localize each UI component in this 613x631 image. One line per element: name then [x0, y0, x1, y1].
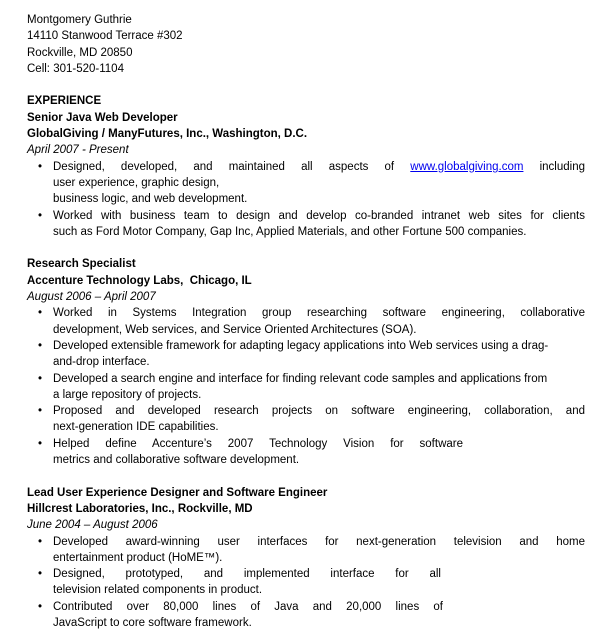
bullet-item	[27, 338, 585, 371]
bullet-line: development, Web services, and Service Oriented Architectures (SOA).	[53, 323, 417, 336]
bullet-text	[53, 566, 585, 599]
bullet-text	[53, 403, 585, 436]
bullet-line: a large repository of projects.	[53, 388, 202, 401]
bullet-line: such as Ford Motor Company, Gap Inc, Applied Materials, and other Fortune 500 companies.	[53, 225, 527, 238]
bullet-item	[27, 566, 585, 599]
job-title: Research Specialist	[27, 258, 136, 271]
bullet-item	[27, 371, 585, 404]
bullet-icon: •	[38, 568, 43, 581]
bullet-icon: •	[38, 405, 43, 418]
bullet-line: Developed extensible framework for adapting legacy applications into Web services using a drag-	[53, 339, 549, 352]
bullet-text	[53, 159, 585, 208]
job-globalgiving	[27, 110, 585, 240]
bullet-line-part: including	[539, 160, 585, 173]
contact-address-line1: 14110 Stanwood Terrace #302	[27, 30, 183, 43]
job-company: Hillcrest Laboratories, Inc., Rockville, MD	[27, 502, 253, 515]
bullet-line	[53, 159, 585, 175]
contact-address-line2: Rockville, MD 20850	[27, 46, 133, 59]
bullet-item	[27, 403, 585, 436]
bullet-text	[53, 534, 585, 567]
bullet-item	[27, 159, 585, 208]
bullet-line: user experience, graphic design,	[53, 176, 220, 189]
job-accenture	[27, 256, 585, 468]
bullet-line: Contributed over 80,000 lines of Java and 20,000 lines of	[53, 600, 443, 613]
bullet-text	[53, 305, 585, 338]
bullet-icon: •	[38, 160, 43, 173]
bullet-line: Worked with business team to design and develop co-branded intranet web sites for clients	[53, 209, 585, 222]
bullet-icon: •	[38, 535, 43, 548]
bullet-item	[27, 208, 585, 241]
bullet-icon: •	[38, 437, 43, 450]
experience-heading: EXPERIENCE	[27, 95, 102, 108]
bullet-item	[27, 599, 585, 631]
bullet-text	[53, 599, 585, 631]
bullet-text	[53, 436, 585, 469]
globalgiving-link[interactable]: www.globalgiving.com	[410, 160, 524, 173]
bullet-line: Developed award-winning user interfaces for next-generation television and home	[53, 535, 585, 548]
job-dates: August 2006 – April 2007	[27, 291, 156, 304]
bullet-icon: •	[38, 307, 43, 320]
bullet-line: JavaScript to core software framework.	[53, 616, 252, 629]
job-title: Senior Java Web Developer	[27, 111, 178, 124]
bullet-line: Designed, prototyped, and implemented interface for all	[53, 568, 441, 581]
job-hillcrest	[27, 485, 585, 631]
bullet-line: Proposed and developed research projects on software engineering, collaboration, and	[53, 405, 585, 418]
bullet-icon: •	[38, 209, 43, 222]
bullet-icon: •	[38, 600, 43, 613]
bullet-line: and-drop interface.	[53, 356, 150, 369]
bullet-text	[53, 371, 585, 404]
bullet-line: Worked in Systems Integration group researching software engineering, collaborative	[53, 307, 585, 320]
job-company: Accenture Technology Labs, Chicago, IL	[27, 274, 252, 287]
bullet-item	[27, 436, 585, 469]
job-dates: June 2004 – August 2006	[27, 519, 158, 532]
bullet-icon: •	[38, 339, 43, 352]
bullet-text	[53, 208, 585, 241]
bullet-item	[27, 534, 585, 567]
contact-block	[27, 12, 585, 77]
bullet-line: next-generation IDE capabilities.	[53, 421, 219, 434]
bullet-line-part: Designed, developed, and maintained all aspects of	[53, 160, 395, 173]
bullet-text	[53, 338, 585, 371]
bullet-line: entertainment product (HoME™).	[53, 551, 223, 564]
job-dates: April 2007 - Present	[27, 144, 129, 157]
job-title: Lead User Experience Designer and Software Engineer	[27, 486, 328, 499]
contact-phone: Cell: 301-520-1104	[27, 62, 124, 75]
bullet-line: Helped define Accenture’s 2007 Technology Vision for software	[53, 437, 463, 450]
bullet-line: Developed a search engine and interface for finding relevant code samples and applications from	[53, 372, 548, 385]
bullet-line: metrics and collaborative software development.	[53, 454, 300, 467]
job-company: GlobalGiving / ManyFutures, Inc., Washington, D.C.	[27, 128, 308, 141]
bullet-line: television related components in product.	[53, 584, 263, 597]
bullet-line: business logic, and web development.	[53, 193, 248, 206]
contact-name: Montgomery Guthrie	[27, 14, 132, 26]
bullet-icon: •	[38, 372, 43, 385]
bullet-item	[27, 305, 585, 338]
